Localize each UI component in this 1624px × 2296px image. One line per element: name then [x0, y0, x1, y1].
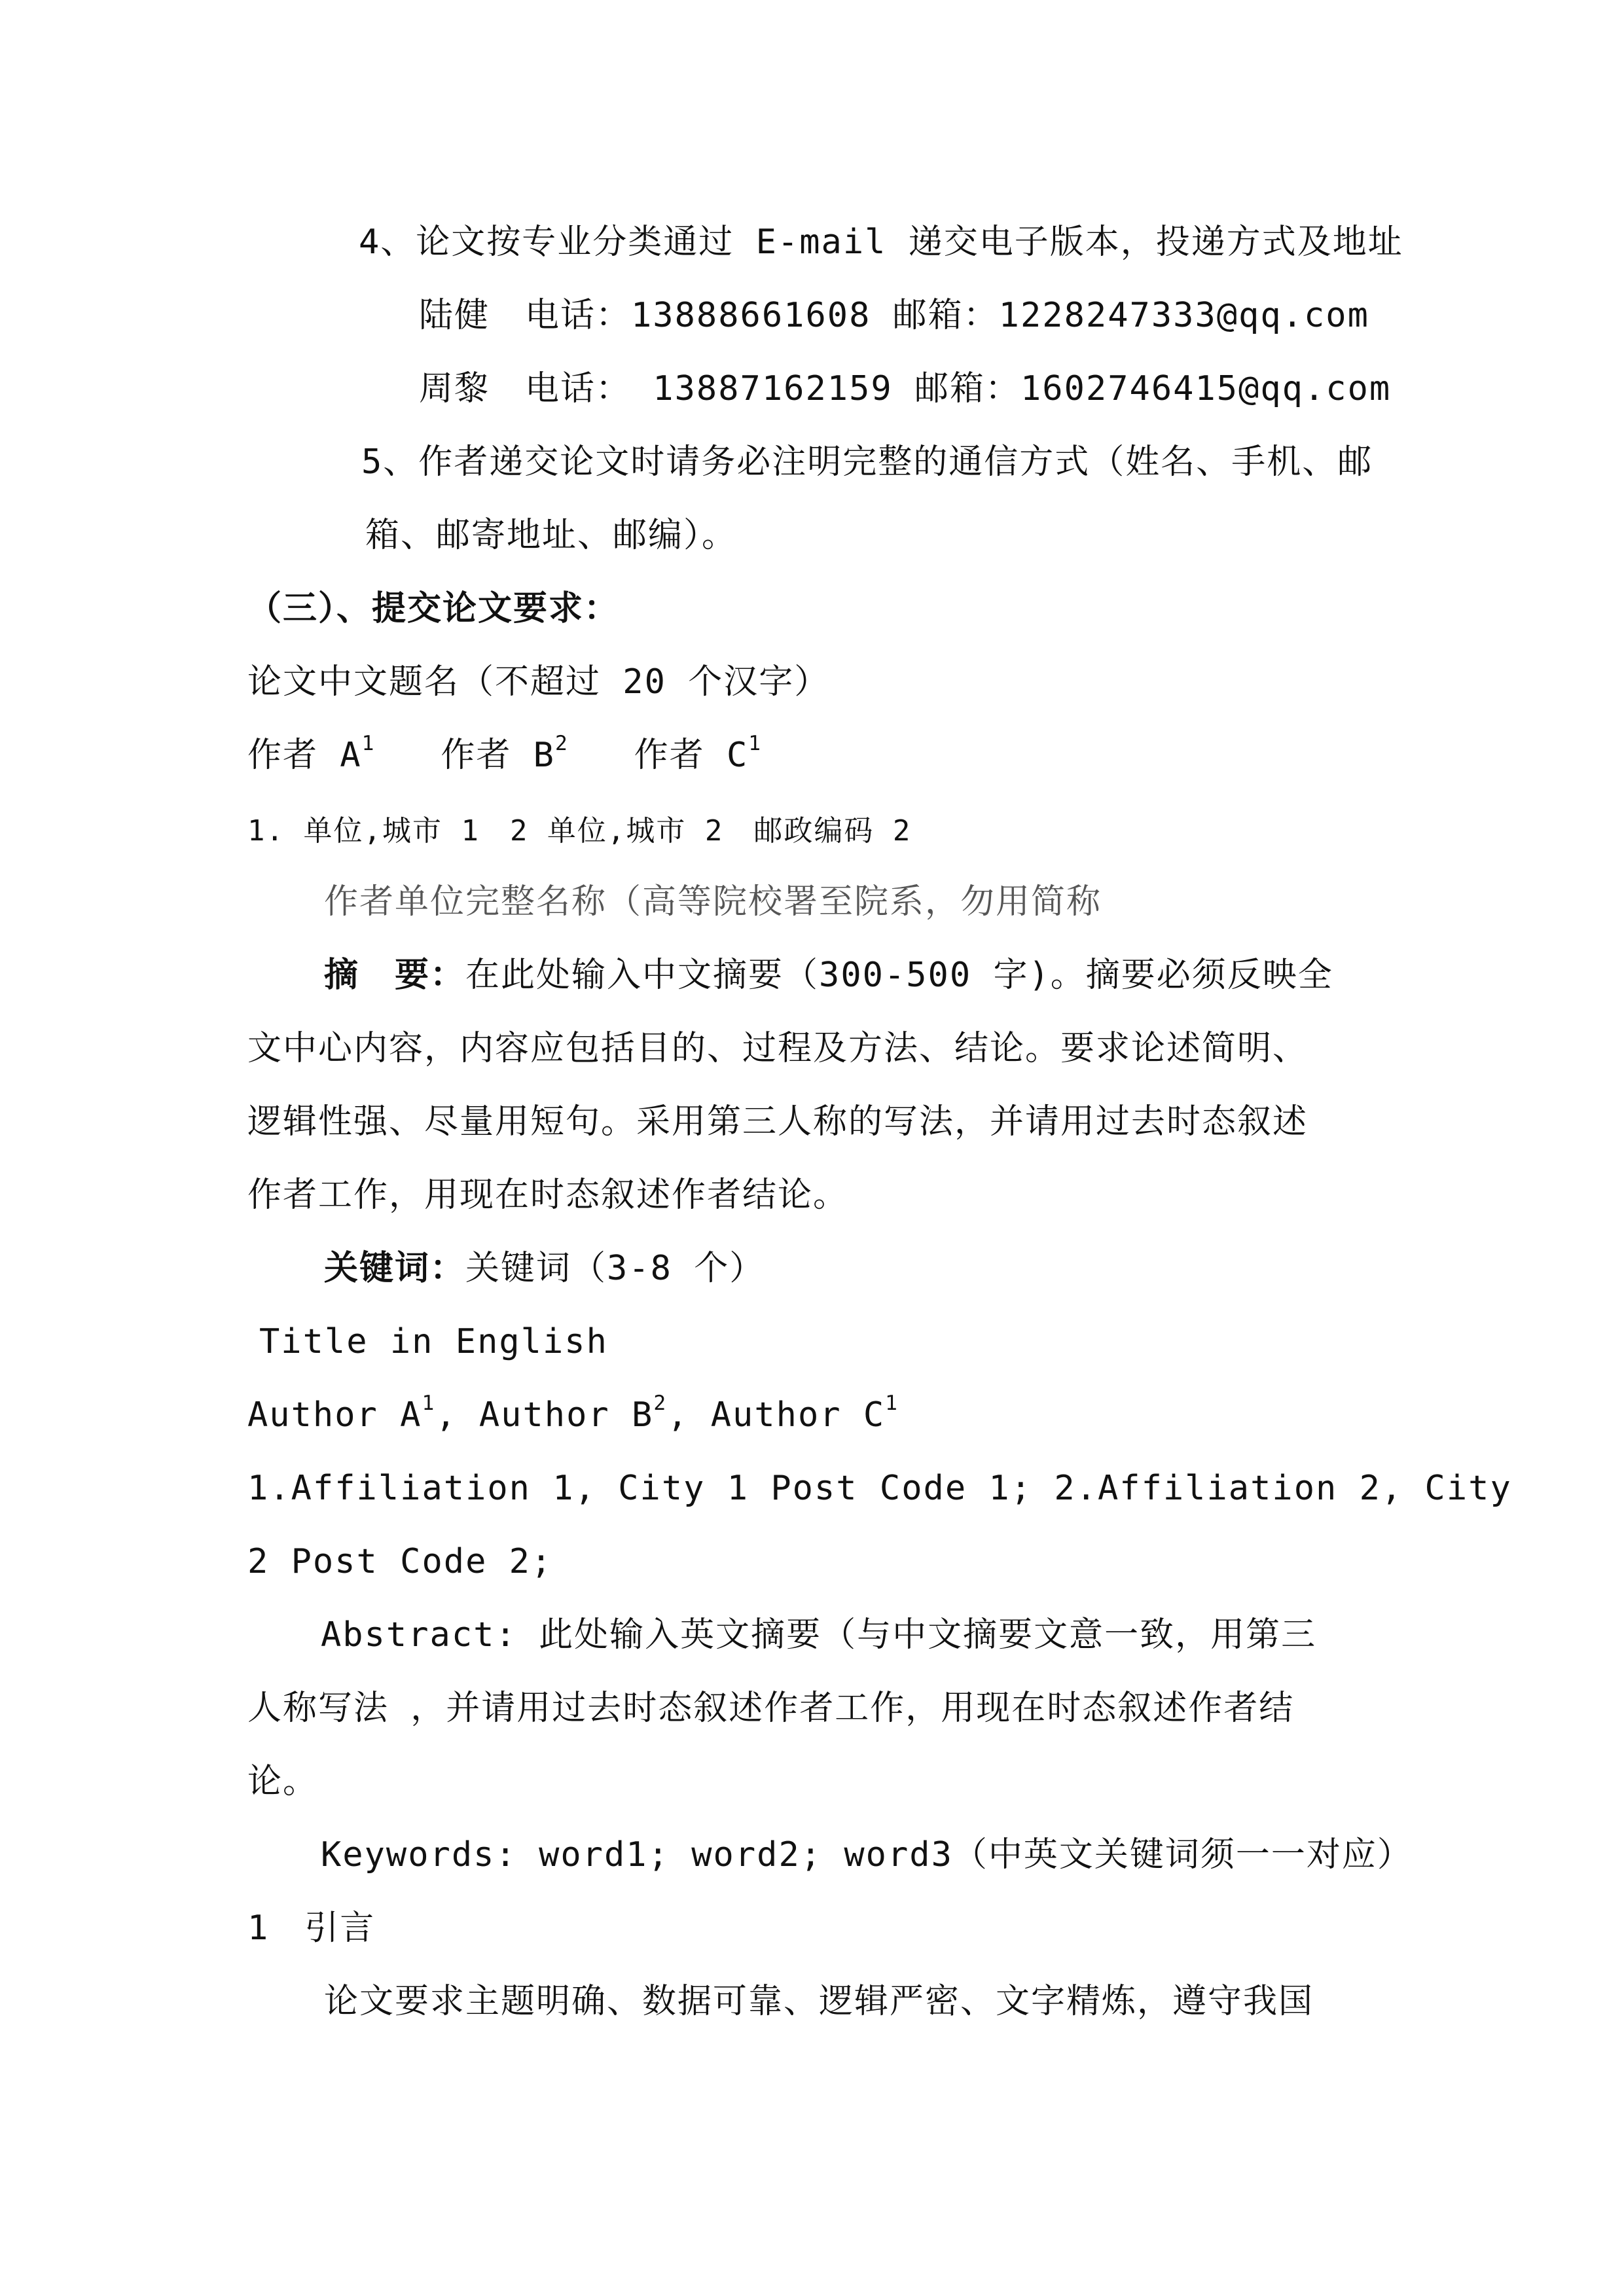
- cn-abstract-line-3: 逻辑性强、尽量用短句。采用第三人称的写法，并请用过去时态叙述: [247, 1102, 1308, 1141]
- en-abstract-line-1: Abstract: 此处输入英文摘要（与中文摘要文意一致，用第三: [321, 1615, 1317, 1655]
- notice-item-5-line-2: 箱、邮寄地址、邮编）。: [365, 516, 738, 555]
- cn-author: 作者 $C^1$: [634, 732, 763, 775]
- intro-paragraph-line-1: 论文要求主题明确、数据可靠、逻辑严密、文字精炼，遵守我国: [324, 1982, 1314, 2021]
- cn-affiliation-note: 作者单位完整名称（高等院校署至院系，勿用简称: [324, 882, 1102, 922]
- cn-keywords: 关键词：关键词（3-8 个）: [324, 1249, 765, 1288]
- en-affiliation-line-2: 2 Post Code 2;: [247, 1542, 553, 1581]
- cn-title: 论文中文题名（不超过 20 个汉字）: [247, 662, 830, 702]
- intro-heading: 1 引言: [247, 1909, 376, 1948]
- en-author: Author $A^1$,: [247, 1391, 479, 1435]
- cn-author: 作者 $B^2$: [441, 732, 569, 775]
- en-abstract-label: Abstract:: [321, 1615, 517, 1655]
- en-abstract-line-2: 人称写法 ，并请用过去时态叙述作者工作，用现在时态叙述作者结: [247, 1689, 1295, 1728]
- contact-line-1: 陆健 电话：13888661608 邮箱：1228247333@qq.com: [419, 296, 1369, 335]
- en-abstract-line-3: 论。: [247, 1762, 319, 1801]
- en-keywords: Keywords: word1; word2; word3（中英文关键词须一一对应）: [321, 1835, 1413, 1874]
- contact-line-2: 周黎 电话： 13887162159 邮箱：1602746415@qq.com: [419, 369, 1392, 408]
- cn-keywords-label: 关键词：: [324, 1249, 466, 1288]
- cn-author: 作者 $A^1$: [247, 732, 376, 775]
- cn-abstract-line-4: 作者工作，用现在时态叙述作者结论。: [247, 1175, 849, 1215]
- cn-abstract-line-2: 文中心内容，内容应包括目的、过程及方法、结论。要求论述简明、: [247, 1029, 1308, 1068]
- cn-authors: [247, 732, 763, 775]
- en-affiliation-line-1: 1.Affiliation 1, City 1 Post Code 1; 2.Affiliation 2, City: [247, 1469, 1512, 1508]
- notice-item-4: 4、论文按专业分类通过 E-mail 递交电子版本，投递方式及地址: [359, 223, 1403, 262]
- en-title: Title in English: [259, 1322, 608, 1361]
- en-keywords-label: Keywords:: [321, 1835, 517, 1874]
- section-heading: （三）、提交论文要求：: [247, 589, 620, 628]
- en-authors: [247, 1391, 899, 1435]
- en-author: Author $B^2$,: [478, 1391, 711, 1435]
- cn-abstract-label: 摘 要：: [324, 956, 466, 995]
- en-author: Author $C^1$: [710, 1391, 899, 1435]
- notice-item-5-line-1: 5、作者递交论文时请务必注明完整的通信方式（姓名、手机、邮: [361, 442, 1373, 482]
- cn-abstract-line-1: 摘 要：在此处输入中文摘要（300-500 字)。摘要必须反映全: [324, 956, 1333, 995]
- cn-affiliation: 1. 单位,城市 1 2 单位,城市 2 邮政编码 2: [247, 814, 912, 848]
